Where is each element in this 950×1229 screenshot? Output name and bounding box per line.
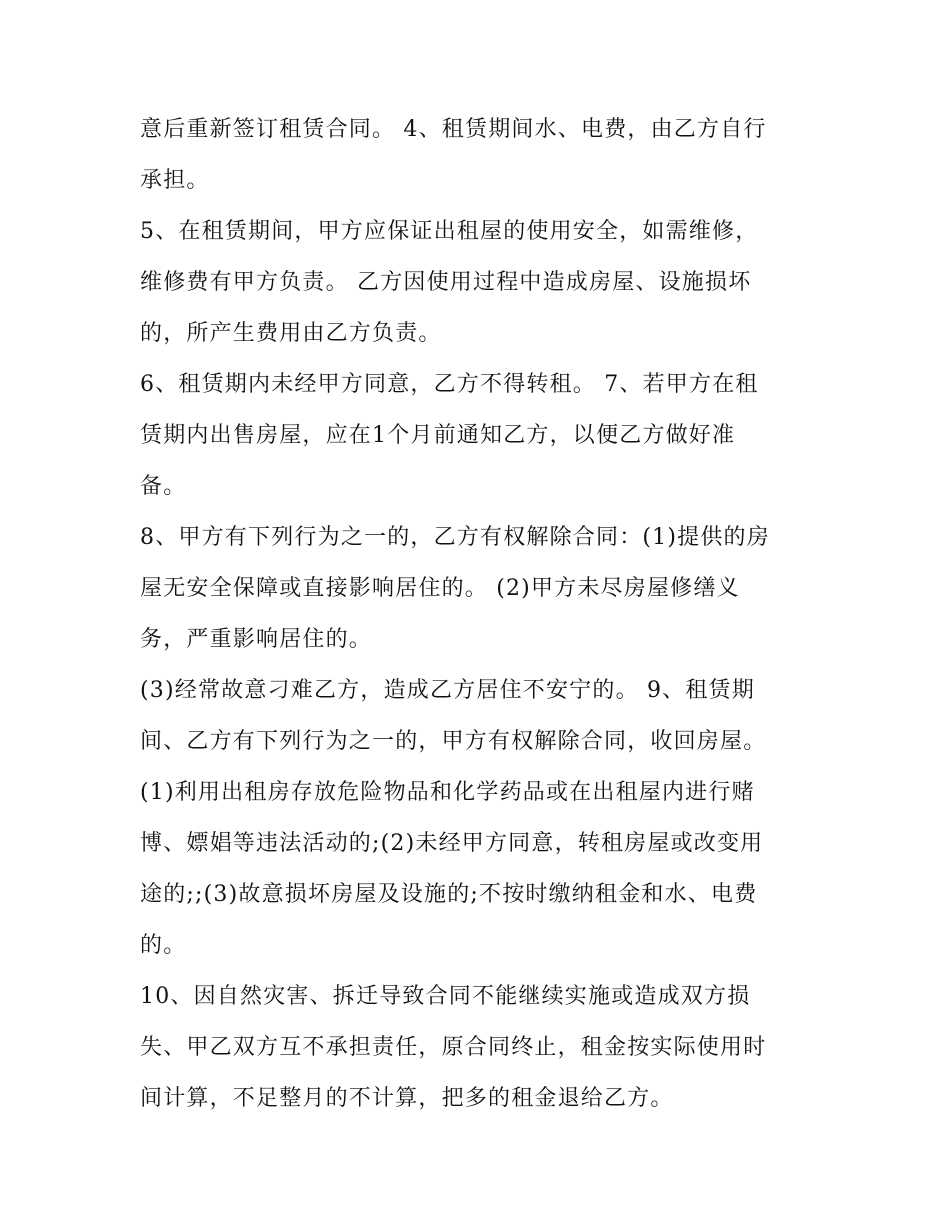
text-line: 间、乙方有下列行为之一的，甲方有权解除合同，收回房屋。 bbox=[140, 729, 767, 754]
text-line: 承担。 bbox=[140, 168, 210, 193]
document-body bbox=[140, 104, 820, 1124]
text-line: 屋无安全保障或直接影响居住的。 (2)甲方未尽房屋修缮义 bbox=[140, 576, 740, 601]
text-line: 的，所产生费用由乙方负责。 bbox=[140, 321, 442, 346]
text-line: (3)经常故意刁难乙方，造成乙方居住不安宁的。 9、租赁期 bbox=[140, 678, 755, 703]
text-line: (1)利用出租房存放危险物品和化学药品或在出租屋内进行赌 bbox=[140, 780, 755, 805]
text-line: 途的;;(3)故意损坏房屋及设施的;不按时缴纳租金和水、电费 bbox=[140, 882, 758, 907]
text-line: 10、因自然灾害、拆迁导致合同不能继续实施或造成双方损 bbox=[140, 984, 751, 1009]
text-line: 6、租赁期内未经甲方同意，乙方不得转租。 7、若甲方在租 bbox=[140, 372, 759, 397]
paragraph-clause-10 bbox=[140, 971, 820, 1124]
text-line: 的。 bbox=[140, 933, 187, 958]
text-line: 间计算，不足整月的不计算，把多的租金退给乙方。 bbox=[140, 1086, 674, 1111]
paragraph-clause-6-7 bbox=[140, 359, 820, 512]
text-line: 5、在租赁期间，甲方应保证出租屋的使用安全，如需维修， bbox=[140, 219, 759, 244]
paragraph-clause-5 bbox=[140, 206, 820, 359]
text-line: 8、甲方有下列行为之一的，乙方有权解除合同：(1)提供的房 bbox=[140, 525, 770, 550]
text-line: 赁期内出售房屋，应在1个月前通知乙方，以便乙方做好准 bbox=[140, 423, 736, 448]
paragraph-clause-8-9 bbox=[140, 665, 820, 971]
paragraph-utilities bbox=[140, 104, 820, 206]
paragraph-clause-8 bbox=[140, 512, 820, 665]
text-line: 博、嫖娼等违法活动的;(2)未经甲方同意，转租房屋或改变用 bbox=[140, 831, 764, 856]
text-line: 务，严重影响居住的。 bbox=[140, 627, 373, 652]
text-line: 维修费有甲方负责。 乙方因使用过程中造成房屋、设施损坏 bbox=[140, 270, 752, 295]
text-line: 意后重新签订租赁合同。 4、租赁期间水、电费，由乙方自行 bbox=[140, 117, 767, 142]
text-line: 备。 bbox=[140, 474, 187, 499]
text-line: 失、甲乙双方互不承担责任，原合同终止，租金按实际使用时 bbox=[140, 1035, 767, 1060]
